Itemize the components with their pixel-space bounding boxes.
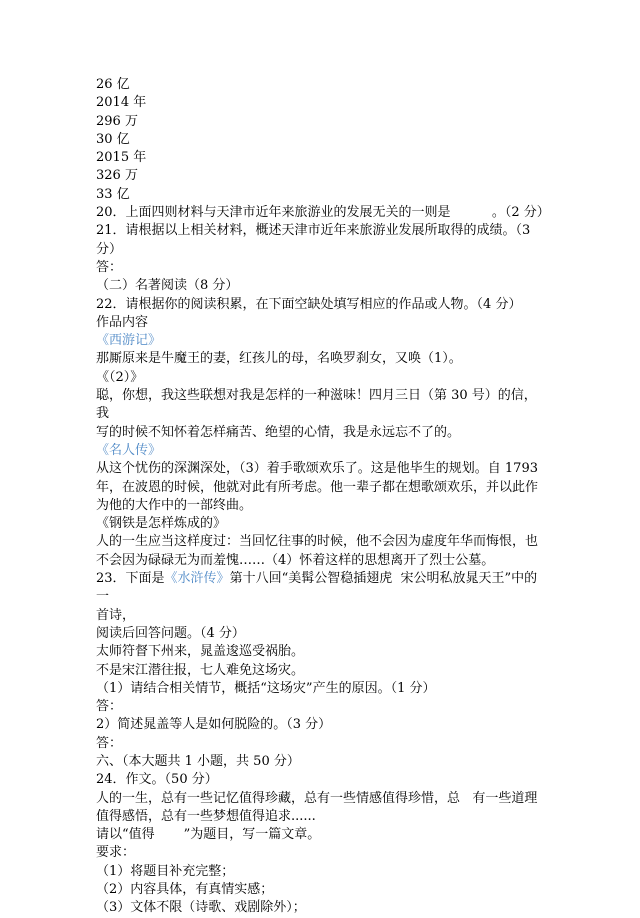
answer-label: 答： <box>96 735 123 751</box>
question-22: 22．请根据你的阅读积累，在下面空缺处填写相应的作品或人物。（4 分） <box>96 296 522 312</box>
text-line: 不会因为碌碌无为而羞愧……（4）怀着这样的思想离开了烈士公墓。 <box>96 552 495 568</box>
section-heading: 六、（本大题共 1 小题，共 50 分） <box>96 753 300 769</box>
requirement-item: （1）将题目补充完整； <box>96 863 235 879</box>
text-line: 年，在波恩的时候，他就对此有所考虑。他一辈子都在想歌颂欢乐，并以此作 <box>96 479 539 495</box>
text-line: 从这个忧伤的深渊深处，（3）着手歌颂欢乐了。这是他毕生的规划。自 1793 <box>96 461 538 477</box>
sub-question: （1）请结合相关情节，概括“这场灾”产生的原因。（1 分） <box>96 680 436 696</box>
text-line: 33 亿 <box>96 186 130 202</box>
text-line: 写的时候不知怀着怎样痛苦、绝望的心情，我是永远忘不了的。 <box>96 424 461 440</box>
text-line: 26 亿 <box>96 77 130 92</box>
book-title: 《西游记》 <box>96 333 162 349</box>
text-line: 首诗， <box>96 607 136 623</box>
text-line: 人的一生应当这样度过：当回忆往事的时候，他不会因为虚度年华而悔恨，也 <box>96 534 539 550</box>
text-line: 聪，你想，我这些联想对我是怎样的一种滋味！四月三日（第 30 号）的信，我 <box>96 388 537 422</box>
text-line: 分） <box>96 241 123 257</box>
document-body <box>96 76 548 918</box>
text-line: 请以“值得 ”为题目，写一篇文章。 <box>96 827 321 843</box>
answer-label: 答： <box>96 699 123 715</box>
text-line: 要求： <box>96 845 136 861</box>
book-title: 《钢铁是怎样炼成的》 <box>96 516 227 532</box>
text-line: 阅读后回答问题。（4 分） <box>96 625 245 641</box>
book-title: 《名人传》 <box>96 442 162 458</box>
poem-line: 太师符督下州来，晁盖逡巡受祸胎。 <box>96 644 305 660</box>
question-21: 21．请根据以上相关材料，概述天津市近年来旅游业发展所取得的成绩。（3 <box>96 223 531 239</box>
requirement-item: （2）内容具体，有真情实感； <box>96 882 274 898</box>
text-line: 作品内容 <box>96 314 149 330</box>
text-line: 2015 年 <box>96 150 147 166</box>
text-line: 2014 年 <box>96 95 147 111</box>
text-line: 296 万 <box>96 113 138 129</box>
inline-book-title: 《水浒传》 <box>164 571 230 587</box>
question-24: 24．作文。（50 分） <box>96 772 218 788</box>
text-line: 326 万 <box>96 168 138 184</box>
book-title: 《（2）》 <box>96 369 144 385</box>
text-line: 30 亿 <box>96 131 130 147</box>
requirement-item: （3）文体不限（诗歌、戏剧除外）； <box>96 900 306 916</box>
section-heading: （二）名著阅读（8 分） <box>96 278 239 294</box>
question-20: 20．上面四则材料与天津市近年来旅游业的发展无关的一则是 。（2 分） <box>96 205 550 221</box>
text-line: 为他的大作中的一部终曲。 <box>96 497 253 513</box>
poem-line: 不是宋江潜往报，七人难免这场灾。 <box>96 662 305 678</box>
sub-question: 2）简述晁盖等人是如何脱险的。（3 分） <box>96 717 332 733</box>
text-line: 人的一生，总有一些记忆值得珍藏，总有一些情感值得珍惜，总 有一些道理 <box>96 790 538 806</box>
question-23: 23．下面是《水浒传》第十八回“美髯公智稳插翅虎 宋公明私放晁天王”中的一 <box>96 571 538 605</box>
text-line: 值得感悟，总有一些梦想值得追求...... <box>96 808 316 824</box>
answer-label: 答： <box>96 259 123 275</box>
text-line: 那厮原来是牛魔王的妻，红孩儿的母，名唤罗刹女，又唤（1）。 <box>96 351 462 367</box>
